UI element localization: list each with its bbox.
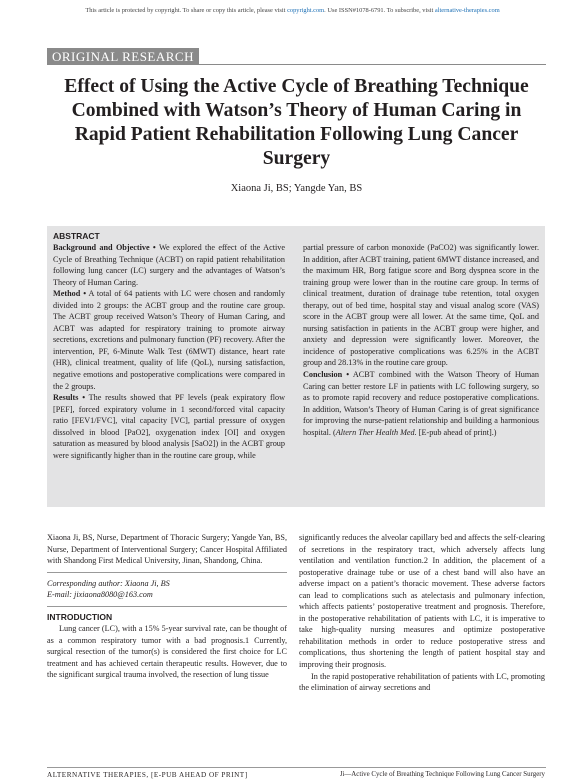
footer-rule bbox=[47, 767, 546, 768]
subscribe-link[interactable]: alternative-therapies.com bbox=[434, 7, 500, 14]
section-badge: ORIGINAL RESEARCH bbox=[47, 48, 199, 65]
abstract-results-continued: partial pressure of carbon monoxide (PaCO2) was significantly lower. In addition, after ACBT training, patient 6MWT distance increased, and the maximum HR, Borg fatigue score and Borg dyspnea score in the training group were lower than in the routine care group. In terms of clinical treatment, duration of drainage tube retention, total oxygen therapy, out of bed time, hospital stay and visual analog score (VAS) score in the ACBT group were all lower. At the same time, QoL and nursing satisfaction in patients in the ACBT group were higher, and anxiety and depression were significantly lower. Moreover, the incidence of postoperative complications was 6.25% in the ACBT group and 28.13% in the routine care group. bbox=[303, 243, 539, 368]
results-label: Results • bbox=[53, 393, 86, 403]
copyright-notice bbox=[0, 7, 585, 14]
notice-mid: . Use ISSN#1078-6791. To subscribe, visit bbox=[324, 7, 435, 14]
abstract-box bbox=[47, 226, 545, 507]
email-divider bbox=[47, 606, 287, 607]
background-text: We explored the effect of the Active Cycle of Breathing Technique (ACBT) on rapid patient rehabilitation following lung cancer (LC) surgery and the advantages of Watson’s Theory of Human Caring. bbox=[53, 243, 285, 287]
footer-running-title: Ji—Active Cycle of Breathing Technique Following Lung Cancer Surgery bbox=[339, 771, 545, 778]
author-line: Xiaona Ji, BS; Yangde Yan, BS bbox=[230, 183, 363, 194]
body-paragraph-2: In the rapid postoperative rehabilitation of patients with LC, promoting the elimination of airway secretions and bbox=[299, 671, 545, 693]
notice-prefix: This article is protected by copyright. To share or copy this article, please visit bbox=[85, 7, 288, 14]
abstract-right-column bbox=[303, 242, 539, 438]
citation-tail: [E-pub ahead of print].) bbox=[416, 427, 497, 437]
introduction-heading: INTRODUCTION bbox=[47, 611, 113, 622]
abstract-heading: ABSTRACT bbox=[53, 231, 100, 241]
author-affiliations: Xiaona Ji, BS, Nurse, Department of Thoracic Surgery; Yangde Yan, BS, Nurse, Department of Interventional Surgery; Cancer Hospital Affiliated with Shandong First Medical University, Jinan, Shandong, China. bbox=[47, 533, 287, 566]
background-label: Background and Objective • bbox=[53, 243, 156, 252]
abstract-left-column bbox=[53, 242, 285, 461]
corresponding-author: Corresponding author: Xiaona Ji, BS bbox=[47, 578, 170, 588]
abstract-method bbox=[53, 288, 285, 392]
method-text: A total of 64 patients with LC were chosen and randomly divided into 2 groups: the ACBT group and the routine care group. The ACBT group received Watson’s Theory of Human Caring, and ACBT was adapted for respiratory training to promote airway secretions, excretions and pulmonary function (PF) recovery. After the intervention, PF, 6-Minute Walk Test (6MWT) distance, heart rate (HR), clinical treatment, quality of life (QoL), nursing satisfaction, negative emotions and postoperative complications were compared in the 2 groups. bbox=[53, 289, 285, 391]
citation-journal: Altern Ther Health Med. bbox=[335, 427, 417, 437]
author-email[interactable]: E-mail: jixiaona8080@163.com bbox=[47, 590, 153, 600]
copyright-link[interactable]: copyright.com bbox=[287, 7, 325, 14]
conclusion-label: Conclusion • bbox=[303, 370, 350, 380]
abstract-background bbox=[53, 242, 285, 288]
body-paragraph-1: significantly reduces the alveolar capillary bed and affects the self-clearing of secretions in the respiratory tract, which adversely affects lung ventilation and ventilation function.2 In addition, the placement of a postoperative drainage tube or use of a chest band will also have an adverse impact on a patient’s thoracic movement. These adverse factors can lead to complications such as atelectasis and pulmonary infection, which affects patients’ postoperative treatment and prognosis. Therefore, in the postoperative rehabilitation of patients with LC, it is imperative to take high-quality nursing measures and optimize postoperative rehabilitation methods in order to reduce postoperative stress and complications, thus shortening the length of patient hospital stay and improving their prognosis. bbox=[299, 533, 545, 670]
footer-journal: ALTERNATIVE THERAPIES, [E-PUB AHEAD OF PRINT] bbox=[47, 771, 248, 779]
header-rule bbox=[47, 64, 546, 65]
abstract-results bbox=[53, 392, 285, 461]
abstract-conclusion bbox=[303, 369, 539, 438]
article-title: Effect of Using the Active Cycle of Breathing Technique Combined with Watson’s Theory of Human Caring in Rapid Patient Rehabilitation Following Lung Cancer Surgery bbox=[64, 76, 529, 169]
conclusion-text: ACBT combined with the Watson Theory of Human Caring can better restore LF in patients with LC following surgery, so as to promote rapid recovery and reduce postoperative complications. In addition, Watson’s Theory of Human Caring is of great significance for improving the nurse-patient relationship and building a harmonious hospital. ( bbox=[303, 370, 539, 437]
introduction-paragraph: Lung cancer (LC), with a 15% 5-year survival rate, can be thought of as a common respiratory tumor with a bad prognosis.1 Currently, surgical resection of the tumor(s) is considered the first choice for LC treatment and has achieved certain therapeutic results. However, due to the significant surgical trauma involved, the resection of lung tissue bbox=[47, 624, 287, 680]
body-left-column bbox=[47, 532, 287, 681]
results-text: The results showed that PF levels (peak expiratory flow [PEF], forced expiratory volume in 1 second/forced vital capacity ratio [FEV1/FVC], vital capacity [VC], partial pressure of oxygen dissolved in blood [PaO2], oxygenation index [OI] and oxygen saturation as measured by blood analysis [SaO2]) in the ACBT group were significantly higher than in the routine care group, while bbox=[53, 393, 285, 460]
affiliation-divider bbox=[47, 572, 287, 573]
body-right-column bbox=[299, 532, 545, 694]
method-label: Method • bbox=[53, 289, 87, 299]
